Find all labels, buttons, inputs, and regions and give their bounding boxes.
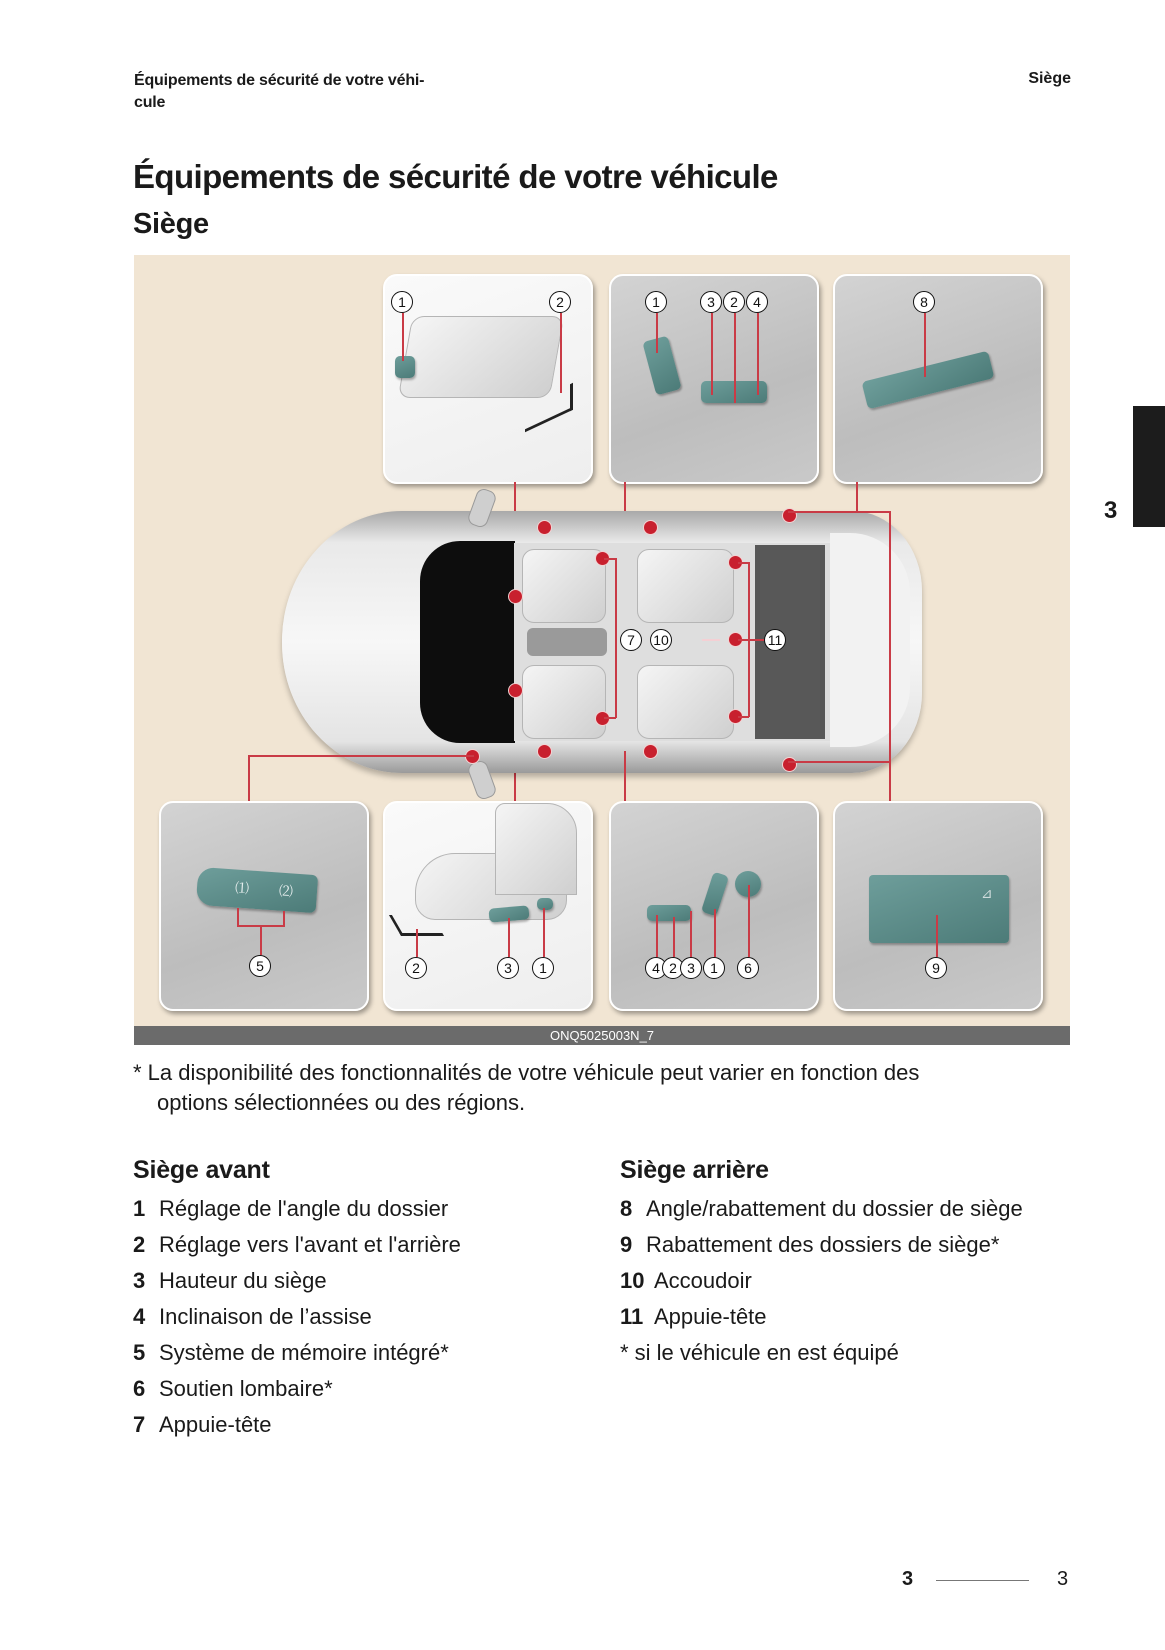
front-seat-left — [522, 549, 606, 623]
callout-6: 6 — [737, 957, 759, 979]
list-item: 9 Rabattement des dossiers de siège* — [620, 1232, 1000, 1257]
leader-line — [924, 313, 926, 377]
panel-front-seat-power-side — [609, 801, 819, 1011]
recline-lever-control — [537, 898, 553, 910]
running-header-line1: Équipements de sécurité de votre véhi- — [134, 72, 425, 89]
marker-dot — [782, 757, 797, 772]
callout-1: 1 — [645, 291, 667, 313]
leader-line — [237, 908, 239, 926]
cushion-switch-control — [647, 905, 691, 921]
panel-front-seat-power-switches — [609, 274, 819, 484]
seat-memory-1-icon: ⑴ — [234, 879, 250, 897]
rear-seat-section — [620, 1153, 1060, 1371]
page-title: Équipements de sécurité de votre véhicule — [133, 158, 778, 195]
leader-line-10 — [702, 639, 720, 641]
front-seat-right — [522, 665, 606, 739]
marker-dot — [643, 744, 658, 759]
callout-9: 9 — [925, 957, 947, 979]
list-item: 3 Hauteur du siège — [133, 1268, 327, 1293]
callout-7: 7 — [620, 629, 642, 651]
footer-divider — [936, 1580, 1029, 1581]
callout-4: 4 — [746, 291, 768, 313]
leader-line-7 — [615, 558, 617, 718]
callout-2: 2 — [723, 291, 745, 313]
leader-line — [690, 911, 692, 957]
leader-line — [748, 885, 750, 957]
panel-front-seat-manual-top — [383, 274, 593, 484]
list-item: 11 Appuie-tête — [620, 1304, 767, 1329]
seat-fold-icon: ⊿ — [981, 885, 993, 901]
leader-line — [656, 915, 658, 957]
marker-dot — [508, 683, 523, 698]
running-header-chapter — [134, 70, 494, 114]
footer-chapter-number: 3 — [902, 1568, 914, 1590]
leader-line-panel9 — [788, 761, 890, 763]
callout-1: 1 — [532, 957, 554, 979]
callout-3: 3 — [680, 957, 702, 979]
leader-line — [508, 918, 510, 957]
footer-page-number: 3 — [1057, 1568, 1069, 1590]
seat-back-illustration — [495, 803, 577, 895]
memory-buttons-control — [196, 867, 318, 913]
figure-caption-code: ONQ5025003N_7 — [134, 1026, 1070, 1045]
front-seat-section — [133, 1153, 573, 1443]
leader-line — [711, 313, 713, 395]
callout-4: 4 — [645, 957, 667, 979]
leader-line-panel9 — [889, 511, 891, 802]
chapter-thumb-number: 3 — [1104, 497, 1118, 524]
leader-line-11 — [738, 562, 749, 564]
panel-front-seat-manual-side — [383, 801, 593, 1011]
callout-8: 8 — [913, 291, 935, 313]
list-item: 2 Réglage vers l'avant et l'arrière — [133, 1232, 461, 1257]
windshield — [420, 541, 515, 743]
availability-footnote — [133, 1058, 1038, 1118]
list-item: 1 Réglage de l'angle du dossier — [133, 1196, 449, 1221]
list-item: 10 Accoudoir — [620, 1268, 752, 1293]
leader-line — [757, 313, 759, 395]
seat-memory-2-icon: ⑵ — [278, 882, 294, 900]
marker-dot — [643, 520, 658, 535]
callout-2: 2 — [549, 291, 571, 313]
callout-5: 5 — [249, 955, 271, 977]
panel-rear-seat-lever — [833, 274, 1043, 484]
footnote-line1: * La disponibilité des fonctionnalités de votre véhicule peut varier en fonction des — [133, 1060, 920, 1085]
callout-3: 3 — [497, 957, 519, 979]
leader-line-panel6 — [624, 751, 626, 802]
leader-line — [402, 313, 404, 361]
list-item: 6 Soutien lombaire* — [133, 1376, 333, 1401]
callout-1: 1 — [703, 957, 725, 979]
recline-switch-control — [642, 336, 681, 396]
leader-line — [673, 917, 675, 957]
leader-line — [656, 313, 658, 353]
leader-line — [260, 925, 262, 955]
callout-2: 2 — [405, 957, 427, 979]
equipped-note: * si le véhicule en est équipé — [620, 1340, 899, 1365]
rear-seat-heading: Siège arrière — [620, 1156, 769, 1184]
running-header-line2: cule — [134, 94, 166, 111]
callout-1: 1 — [391, 291, 413, 313]
leader-line-11 — [738, 639, 764, 641]
front-seat-heading: Siège avant — [133, 1156, 270, 1184]
list-item: 8 Angle/rabattement du dossier de siège — [620, 1196, 1023, 1221]
marker-dot — [537, 520, 552, 535]
leader-line-7 — [604, 558, 616, 560]
leader-line — [560, 313, 562, 393]
list-item: 5 Système de mémoire intégré* — [133, 1340, 449, 1365]
rear-seat-right — [637, 665, 734, 739]
leader-line-7 — [604, 717, 616, 719]
leader-line-panel9 — [788, 511, 890, 513]
rear-hatch — [830, 533, 910, 747]
panel-memory-buttons — [159, 801, 369, 1011]
recline-lever-control — [395, 356, 415, 378]
leader-line-panel5 — [248, 755, 474, 757]
list-item: 7 Appuie-tête — [133, 1412, 272, 1437]
leader-line-11 — [738, 716, 749, 718]
callout-3: 3 — [700, 291, 722, 313]
seat-cushion-illustration — [398, 316, 564, 398]
leader-line — [714, 909, 716, 957]
rear-seat-left — [637, 549, 734, 623]
car-top-view — [282, 493, 925, 791]
leader-line — [734, 313, 736, 403]
panel-rear-seat-fold-button — [833, 801, 1043, 1011]
running-header-section: Siège — [1028, 70, 1071, 87]
leader-line — [416, 929, 418, 957]
chapter-thumb-tab — [1133, 406, 1165, 527]
list-item: 4 Inclinaison de l’assise — [133, 1304, 372, 1329]
center-console — [527, 628, 607, 656]
leader-line — [936, 915, 938, 957]
callout-10: 10 — [650, 629, 672, 651]
marker-dot — [537, 744, 552, 759]
callout-2: 2 — [662, 957, 684, 979]
rear-fold-button-control — [869, 875, 1009, 943]
seat-controls-figure — [134, 255, 1070, 1045]
leader-line — [543, 908, 545, 957]
rear-recline-lever-control — [862, 351, 995, 410]
footnote-line2: options sélectionnées ou des régions. — [157, 1090, 526, 1115]
callout-11: 11 — [764, 629, 786, 651]
leader-line — [283, 911, 285, 926]
marker-dot — [508, 589, 523, 604]
leader-line-panel5 — [248, 755, 250, 802]
section-title: Siège — [133, 208, 209, 240]
